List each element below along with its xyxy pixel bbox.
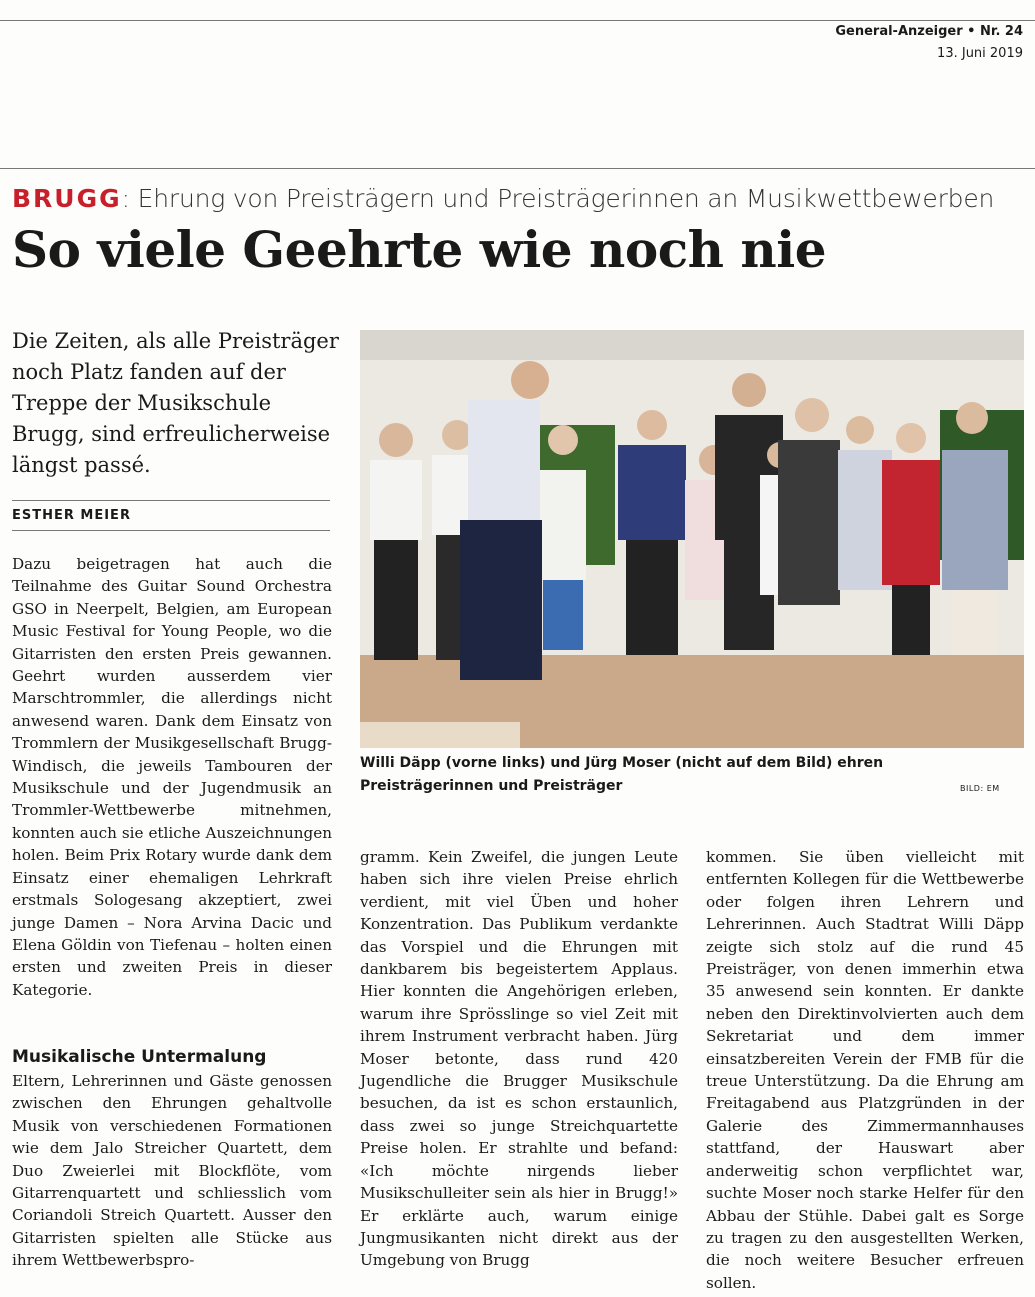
photo-illustration bbox=[360, 330, 1024, 748]
article-photo bbox=[360, 330, 1024, 748]
body-column-2: gramm. Kein Zweifel, die jungen Leute haben sich ihre vielen Preise ehrlich verdient, mit viel Üben und hoher Konzentration. Das Publikum verdankte das Vorspiel und die Ehrungen mit dankbarem bis begeistertem Applaus. Hier konnten die Angehörigen erleben, warum ihre Sprösslinge so viel Zeit mit ihrem Instrument verbracht haben. Jürg Moser betonte, dass rund 420 Jugendliche die Brugger Musikschule besuchen, da ist es schon erstaunlich, dass zwei so junge Streichquartette Preise holen. Er strahlte und befand: «Ich möchte nirgends lieber Musikschulleiter sein als hier in Brugg!» Er erklärte auch, warum einige Jungmusikanten nicht direkt aus der Umgebung von Brugg bbox=[360, 848, 678, 1270]
body-column-3: kommen. Sie üben vielleicht mit entfernten Kollegen für die Wettbewerbe oder folgen ihren Lehrern und Lehrerinnen. Auch Stadtrat Willi Däpp zeigte sich stolz auf die rund 45 Preisträger, von denen immerhin etwa 35 anwesend sein konnten. Er dankte neben den Direktinvolvierten auch dem Sekretariat und dem immer einsatzbereiten Verein der FMB für die treue Unterstützung. Da die Ehrung am Freitagabend aus Platzgründen in der Galerie des Zimmermannhauses stattfand, der Hauswart aber anderweitig schon verpflichtet war, suchte Moser noch starke Helfer für den Abbau der Stühle. Dabei galt es Sorge zu tragen zu den ausgestellten Werken, die noch weitere Besucher erfreuen sollen. bbox=[706, 848, 1024, 1292]
photo-caption: Willi Däpp (vorne links) und Jürg Moser (nicht auf dem Bild) ehren Preisträgerinnen und Preisträger bbox=[360, 755, 884, 794]
top-rule bbox=[0, 20, 1035, 21]
photo-credit: BILD: EM bbox=[960, 784, 1000, 793]
body-column-1-continued: Eltern, Lehrerinnen und Gäste genossen zwischen den Ehrungen gehaltvolle Musik von verschiedenen Formationen wie dem Jalo Streicher Quartett, dem Duo Zweierlei mit Blockflöte, vom Gitarrenquartett und schliesslich vom Coriandoli Streich Quartett. Ausser den Gitarristen spielten alle Stücke aus ihrem Wettbewerbspro- bbox=[12, 1072, 332, 1270]
headline: So viele Geehrte wie noch nie bbox=[12, 220, 827, 279]
lead-paragraph: Die Zeiten, als alle Preisträger noch Platz fanden auf der Treppe der Musikschule Brugg, sind erfreulicherweise längst passé. bbox=[12, 329, 339, 477]
article-kicker bbox=[12, 184, 994, 213]
kicker-topic: : Ehrung von Preisträgern und Preisträgerinnen an Musikwettbewerben bbox=[121, 184, 995, 213]
byline-rule bbox=[12, 500, 330, 501]
byline: ESTHER MEIER bbox=[12, 508, 131, 523]
header-rule bbox=[0, 168, 1035, 169]
body-column-1: Dazu beigetragen hat auch die Teilnahme des Guitar Sound Orchestra GSO in Neerpelt, Belgien, am European Music Festival for Young People, wo die Gitarristen den ersten Preis gewannen. Geehrt wurden ausserdem vier Marschtrommler, die allerdings nicht anwesend waren. Dank dem Einsatz von Trommlern der Musikgesellschaft Brugg-Windisch, die jeweils Tambouren der Musikschule und der Jugendmusik an Trommler-Wettbewerbe mitnehmen, konnten auch sie etliche Auszeichnungen holen. Beim Prix Rotary wurde dank dem Einsatz einer ehemaligen Lehrkraft erstmals Sologesang akzeptiert, zwei junge Damen – Nora Arvina Dacic und Elena Göldin von Tiefenau – holten einen ersten und zweiten Preis in dieser Kategorie. bbox=[12, 555, 332, 999]
masthead-paper: General-Anzeiger • Nr. 24 bbox=[835, 24, 1023, 39]
byline-rule-bottom bbox=[12, 530, 330, 531]
subheading: Musikalische Untermalung bbox=[12, 1047, 267, 1067]
kicker-place: BRUGG bbox=[12, 184, 122, 213]
masthead-date: 13. Juni 2019 bbox=[937, 46, 1023, 61]
